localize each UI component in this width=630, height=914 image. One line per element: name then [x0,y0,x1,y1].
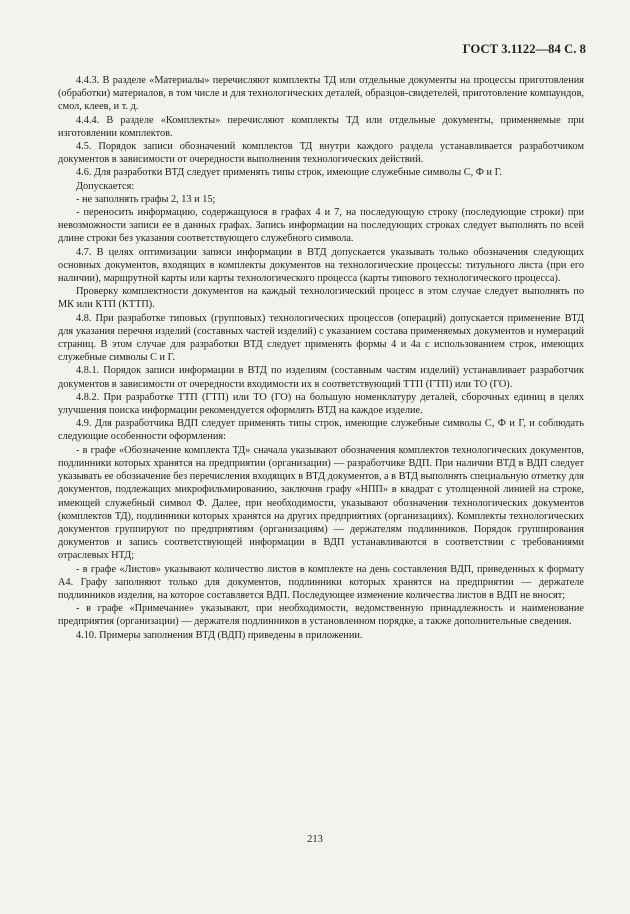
paragraph-4-4-3: 4.4.3. В разделе «Материалы» перечисляют комплекты ТД или отдельные документы на процессы приготовления (обработки) материалов, в том числе и для технологических деталей, образцов-свидетелей, приготовление компаундов, смол, клеев, и т. д. [58,75,584,113]
paragraph-allowed: Допускается: [76,180,135,192]
list-item-kit-designation: - в графе «Обозначение комплекта ТД» сначала указывают обозначения комплектов технологических документов, подлинники которых хранятся на предприятии (организации) — разработчике ВДП. При наличии ВТД в ВДП следует указывать ее обозначение без перечисления входящих в ВТД документов, а в ВТД выполнять специальную отметку для документов, подлежащих микрофильмированию, заключив графу «НПП» в квадрат с утолщенной линией на строке, имеющей служебный символ Ф. Далее, при необходимости, указывают обозначения технологических документов (комплектов ТД), подлинники которых хранятся на других предприятиях (организациях). Комплекты технологических документов группируют по предприятиям (организациям) — держателям подлинников. Порядок группирования документов и запись соответствующей информации в ВДП устанавливаются в соответствии с требованиями отраслевых НТД; [58,444,584,562]
list-item-note: - в графе «Примечание» указывают, при необходимости, ведомственную принадлежность и наименование предприятия (организации) — держателя подлинников в установленном порядке, а также дополнительные сведения. [58,603,584,628]
list-item-sheets: - в графе «Листов» указывают количество листов в комплекте на день составления ВДП, приведенных к формату А4. Графу заполняют только для документов, подлинники которых хранятся на предприятии — держателе подлинников изделия, на которое составляется ВДП. Последующее изменение количества листов в ВДП не вносят; [58,563,584,601]
paragraph-4-10: 4.10. Примеры заполнения ВТД (ВДП) приведены в приложении. [76,629,363,641]
list-item-columns: - не заполнять графы 2, 13 и 15; [76,193,216,205]
paragraph-4-4-4: 4.4.4. В разделе «Комплекты» перечисляют комплекты ТД или отдельные документы, применяемые при изготовлении комплектов. [58,114,584,139]
paragraph-4-8: 4.8. При разработке типовых (групповых) технологических процессов (операций) допускается применение ВТД для указания перечня изделий (составных частей изделий) с указанием состава применяемых документов и нумераций страниц. В этом случае для разработки ВТД следует применять формы 4 и 4а с использованием строк, имеющих служебные символы С и Г. [58,312,584,364]
paragraph-4-8-1: 4.8.1. Порядок записи информации в ВТД по изделиям (составным частям изделий) устанавливает разработчик документов в зависимости от очередности входимости их в соответствующий ТТП (ГТП) или ТО (ГО). [58,365,584,390]
paragraph-check: Проверку комплектности документов на каждый технологический процесс в этом случае следует выполнять по МК или КТП (КТТП). [58,286,584,311]
paragraph-4-7: 4.7. В целях оптимизации записи информации в ВТД допускается указывать только обозначения следующих основных документов, входящих в комплекты документов на технологические процессы: титульного листа (при его наличии), маршрутной карты или карты технологического процесса (карты типового технологического процесса). [58,246,584,285]
paragraph-4-6: 4.6. Для разработки ВТД следует применять типы строк, имеющие служебные символы С, Ф и Г. [76,167,502,179]
paragraph-4-8-2: 4.8.2. При разработке ТТП (ГТП) или ТО (ГО) на большую номенклатуру деталей, сборочных единиц в целях улучшения поиска информации рекомендуется оформлять ВТД на каждое изделие. [58,391,584,417]
document-body [58,74,584,642]
list-item-transfer: - переносить информацию, содержащуюся в графах 4 и 7, на последующую строку (последующие строки) при невозможности записи ее в данных графах. Запись информации на последующих строках следует выполнять по всей длине строки без указания соответствующего служебного символа. [58,207,584,245]
page-header: ГОСТ 3.1122—84 С. 8 [462,42,586,56]
paragraph-4-5: 4.5. Порядок записи обозначений комплектов ТД внутри каждого раздела устанавливается разработчиком документов в зависимости от очередности выполнения технологических действий. [58,141,584,166]
page-number: 213 [307,834,323,845]
paragraph-4-9: 4.9. Для разработчика ВДП следует применять типы строк, имеющие служебные символы С, Ф и Г, и соблюдать следующие особенности оформления: [58,418,584,443]
